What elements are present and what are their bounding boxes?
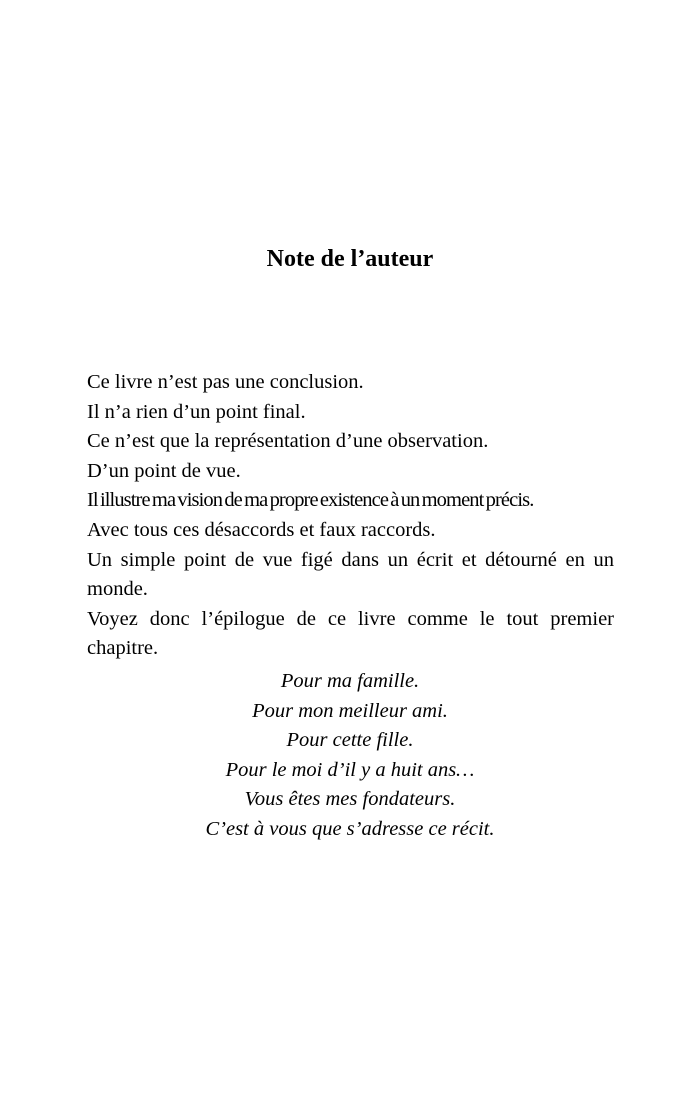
body-line: Avec tous ces désaccords et faux raccords. (87, 518, 436, 541)
body-line: Il illustre ma vision de ma propre existence à un moment précis. (87, 489, 534, 512)
dedication-line: Pour ma famille. (280, 670, 420, 692)
dedication-line: Pour le moi d’il y a huit ans… (225, 758, 475, 781)
dedication-line: Pour mon meilleur ami. (252, 699, 448, 722)
dedication-line: C’est à vous que s’adresse ce récit. (205, 817, 495, 840)
body-line: Il n’a rien d’un point final. (87, 400, 306, 423)
body-line: Ce livre n’est pas une conclusion. (87, 371, 364, 393)
body-line: D’un point de vue. (87, 459, 241, 482)
body-paragraph: Un simple point de vue figé dans un écrit et détourné en un monde. (87, 548, 614, 601)
dedication-line: Vous êtes mes fondateurs. (244, 788, 456, 811)
page-title: Note de l’auteur (266, 246, 434, 272)
dedication-line: Pour cette fille. (286, 729, 414, 752)
body-paragraph: Voyez donc l’épilogue de ce livre comme le tout premier chapitre. (87, 607, 614, 660)
dedication (0, 667, 700, 845)
body-line: Ce n’est que la représentation d’une observation. (87, 430, 489, 453)
author-note-body (87, 368, 614, 664)
